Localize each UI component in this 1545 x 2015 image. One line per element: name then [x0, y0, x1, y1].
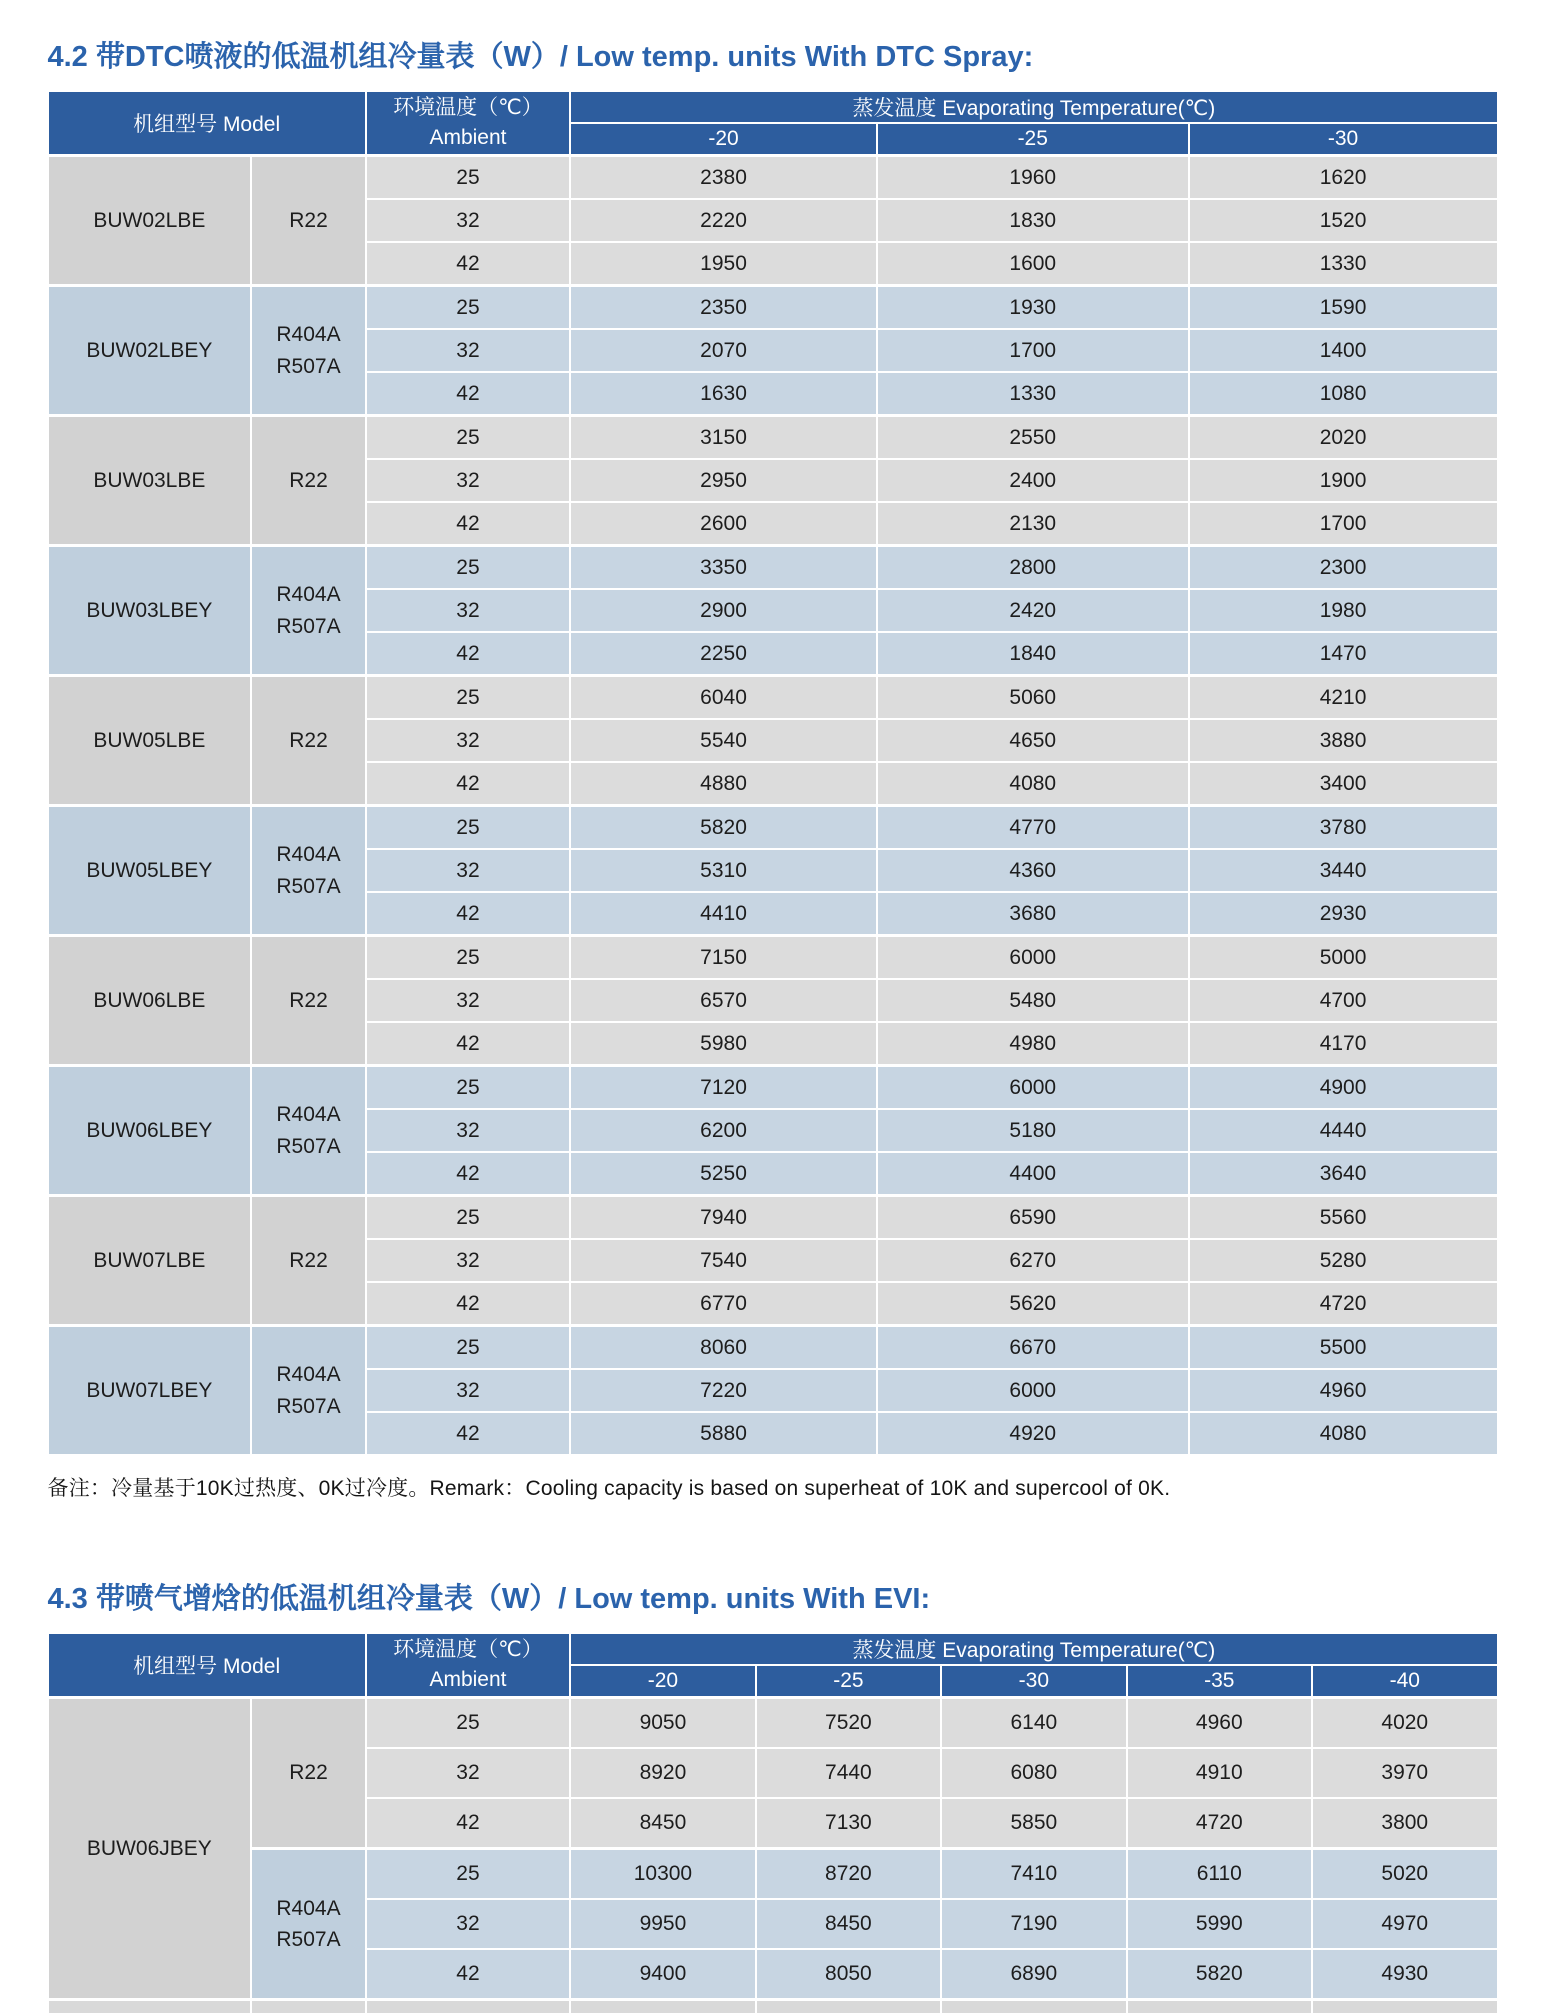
capacity-value-cell: 8060 — [570, 1326, 877, 1370]
ambient-value-cell: 42 — [366, 502, 570, 546]
refrigerant-label: R22 — [289, 468, 328, 492]
cutoff-cell — [1312, 2000, 1497, 2015]
capacity-value-cell: 3800 — [1312, 1798, 1497, 1849]
capacity-value-cell: 4080 — [1189, 1412, 1498, 1455]
capacity-value-cell: 6110 — [1127, 1849, 1312, 1900]
ambient-value-cell: 25 — [366, 936, 570, 980]
table-header — [48, 91, 1498, 156]
evap-temp-column-header: -40 — [1312, 1665, 1497, 1698]
evap-temp-column-header: -35 — [1127, 1665, 1312, 1698]
ambient-label-en: Ambient — [429, 126, 507, 149]
table-body — [48, 156, 1498, 1456]
capacity-value-cell: 4210 — [1189, 676, 1498, 720]
refrigerant-label: R507A — [276, 614, 341, 638]
ambient-value-cell: 42 — [366, 1282, 570, 1326]
evap-temp-column-header: -30 — [1189, 123, 1498, 156]
capacity-value-cell: 1700 — [1189, 502, 1498, 546]
capacity-value-cell: 4920 — [877, 1412, 1189, 1455]
refrigerant-label: R404A — [276, 323, 341, 346]
capacity-value-cell: 4400 — [877, 1152, 1189, 1196]
ambient-value-cell: 42 — [366, 1949, 570, 2000]
capacity-value-cell: 10300 — [570, 1849, 755, 1900]
refrigerant-cell — [251, 1698, 366, 1849]
model-cell: BUW02LBEY — [48, 286, 252, 416]
model-cell: BUW02LBE — [48, 156, 252, 286]
refrigerant-label: R507A — [276, 1394, 341, 1418]
cutoff-cell — [1127, 2000, 1312, 2015]
capacity-value-cell: 5820 — [1127, 1949, 1312, 2000]
refrigerant-label: R404A — [276, 583, 341, 606]
capacity-value-cell: 4960 — [1189, 1369, 1498, 1412]
model-cell: BUW07LBE — [48, 1196, 252, 1326]
refrigerant-cell — [251, 1849, 366, 2000]
cutoff-cell — [251, 2000, 366, 2015]
capacity-value-cell: 1330 — [877, 372, 1189, 416]
capacity-value-cell: 3150 — [570, 416, 877, 460]
capacity-value-cell: 1400 — [1189, 329, 1498, 372]
cutoff-row — [48, 2000, 1498, 2015]
capacity-value-cell: 1900 — [1189, 459, 1498, 502]
catalog-page — [47, 0, 1499, 2015]
capacity-value-cell: 6040 — [570, 676, 877, 720]
evaporating-temperature-header: 蒸发温度 Evaporating Temperature(℃) — [570, 1633, 1497, 1665]
capacity-value-cell: 5850 — [941, 1798, 1126, 1849]
capacity-value-cell: 5540 — [570, 719, 877, 762]
capacity-value-cell: 6000 — [877, 1066, 1189, 1110]
model-column-header: 机组型号 Model — [48, 1633, 366, 1698]
capacity-value-cell: 3780 — [1189, 806, 1498, 850]
capacity-value-cell: 1590 — [1189, 286, 1498, 330]
capacity-value-cell: 7520 — [756, 1698, 941, 1749]
capacity-value-cell: 1470 — [1189, 632, 1498, 676]
evi-capacity-table — [47, 1632, 1499, 2015]
capacity-value-cell: 5620 — [877, 1282, 1189, 1326]
table-row — [48, 546, 1498, 590]
capacity-value-cell: 4170 — [1189, 1022, 1498, 1066]
capacity-value-cell: 6200 — [570, 1109, 877, 1152]
ambient-column-header — [366, 1633, 570, 1698]
capacity-value-cell: 4360 — [877, 849, 1189, 892]
refrigerant-label: R22 — [289, 988, 328, 1012]
table-row — [48, 1326, 1498, 1370]
ambient-value-cell: 25 — [366, 286, 570, 330]
refrigerant-label: R404A — [276, 1103, 341, 1126]
capacity-value-cell: 5310 — [570, 849, 877, 892]
ambient-value-cell: 32 — [366, 719, 570, 762]
ambient-label-cn: 环境温度（℃） — [393, 1637, 543, 1661]
capacity-value-cell: 7940 — [570, 1196, 877, 1240]
capacity-value-cell: 2350 — [570, 286, 877, 330]
evaporating-temperature-header: 蒸发温度 Evaporating Temperature(℃) — [570, 91, 1497, 123]
ambient-value-cell: 25 — [366, 156, 570, 200]
ambient-value-cell: 25 — [366, 416, 570, 460]
table-row — [48, 1849, 1498, 1900]
refrigerant-cell — [251, 416, 366, 546]
capacity-value-cell: 5500 — [1189, 1326, 1498, 1370]
ambient-value-cell: 25 — [366, 806, 570, 850]
capacity-value-cell: 7220 — [570, 1369, 877, 1412]
ambient-value-cell: 25 — [366, 1849, 570, 1900]
capacity-value-cell: 9050 — [570, 1698, 755, 1749]
capacity-value-cell: 1620 — [1189, 156, 1498, 200]
section-4-3-title: 4.3 带喷气增焓的低温机组冷量表（W）/ Low temp. units With EVI: — [47, 1583, 931, 1615]
header-row-1 — [48, 91, 1498, 123]
refrigerant-label: R22 — [289, 728, 328, 752]
ambient-value-cell: 32 — [366, 1748, 570, 1798]
cutoff-cell — [366, 2000, 570, 2015]
model-cell: BUW06JBEY — [48, 1698, 252, 2000]
capacity-value-cell: 6570 — [570, 979, 877, 1022]
capacity-value-cell: 6080 — [941, 1748, 1126, 1798]
table-row — [48, 286, 1498, 330]
remark-note: 备注：冷量基于10K过热度、0K过冷度。Remark：Cooling capacity is based on superheat of 10K and supercool of 0K. — [47, 1477, 1171, 1500]
capacity-value-cell: 7190 — [941, 1899, 1126, 1949]
capacity-value-cell: 3350 — [570, 546, 877, 590]
evap-temp-column-header: -30 — [941, 1665, 1126, 1698]
refrigerant-cell — [251, 1196, 366, 1326]
ambient-label-en: Ambient — [429, 1668, 507, 1691]
capacity-value-cell: 2930 — [1189, 892, 1498, 936]
refrigerant-cell — [251, 676, 366, 806]
model-cell: BUW07LBEY — [48, 1326, 252, 1456]
capacity-value-cell: 4020 — [1312, 1698, 1497, 1749]
capacity-value-cell: 1080 — [1189, 372, 1498, 416]
capacity-value-cell: 1930 — [877, 286, 1189, 330]
capacity-value-cell: 1630 — [570, 372, 877, 416]
table-row — [48, 1196, 1498, 1240]
model-cell: BUW03LBE — [48, 416, 252, 546]
evap-temp-column-header: -25 — [756, 1665, 941, 1698]
table-row — [48, 676, 1498, 720]
table-body — [48, 1698, 1498, 2015]
capacity-value-cell: 2020 — [1189, 416, 1498, 460]
ambient-value-cell: 25 — [366, 1066, 570, 1110]
capacity-value-cell: 9950 — [570, 1899, 755, 1949]
capacity-value-cell: 3440 — [1189, 849, 1498, 892]
capacity-value-cell: 5250 — [570, 1152, 877, 1196]
refrigerant-label: R22 — [289, 1248, 328, 1272]
capacity-value-cell: 1840 — [877, 632, 1189, 676]
capacity-value-cell: 8050 — [756, 1949, 941, 2000]
ambient-value-cell: 32 — [366, 979, 570, 1022]
table-row — [48, 416, 1498, 460]
capacity-value-cell: 2380 — [570, 156, 877, 200]
ambient-value-cell: 32 — [366, 1109, 570, 1152]
ambient-column-header — [366, 91, 570, 156]
capacity-value-cell: 5060 — [877, 676, 1189, 720]
table-row — [48, 806, 1498, 850]
capacity-value-cell: 6270 — [877, 1239, 1189, 1282]
model-cell: BUW06LBE — [48, 936, 252, 1066]
capacity-value-cell: 1830 — [877, 199, 1189, 242]
capacity-value-cell: 4910 — [1127, 1748, 1312, 1798]
capacity-value-cell: 4880 — [570, 762, 877, 806]
section-gap — [47, 1502, 1499, 1576]
capacity-value-cell: 4930 — [1312, 1949, 1497, 2000]
capacity-value-cell: 2900 — [570, 589, 877, 632]
capacity-value-cell: 4970 — [1312, 1899, 1497, 1949]
evap-temp-column-header: -20 — [570, 1665, 755, 1698]
capacity-value-cell: 4700 — [1189, 979, 1498, 1022]
table-row — [48, 936, 1498, 980]
capacity-value-cell: 3970 — [1312, 1748, 1497, 1798]
ambient-value-cell: 32 — [366, 589, 570, 632]
capacity-value-cell: 5980 — [570, 1022, 877, 1066]
ambient-value-cell: 32 — [366, 459, 570, 502]
capacity-value-cell: 2800 — [877, 546, 1189, 590]
ambient-value-cell: 32 — [366, 1239, 570, 1282]
refrigerant-label: R507A — [276, 874, 341, 898]
capacity-value-cell: 7120 — [570, 1066, 877, 1110]
capacity-value-cell: 4900 — [1189, 1066, 1498, 1110]
capacity-value-cell: 4410 — [570, 892, 877, 936]
ambient-value-cell: 42 — [366, 242, 570, 286]
capacity-value-cell: 4960 — [1127, 1698, 1312, 1749]
capacity-value-cell: 6670 — [877, 1326, 1189, 1370]
cutoff-cell — [756, 2000, 941, 2015]
ambient-value-cell: 32 — [366, 849, 570, 892]
section-4-2-title: 4.2 带DTC喷液的低温机组冷量表（W）/ Low temp. units With DTC Spray: — [47, 41, 1034, 73]
refrigerant-cell — [251, 156, 366, 286]
ambient-value-cell: 32 — [366, 199, 570, 242]
capacity-value-cell: 3400 — [1189, 762, 1498, 806]
ambient-value-cell: 32 — [366, 1899, 570, 1949]
capacity-value-cell: 1960 — [877, 156, 1189, 200]
capacity-value-cell: 6140 — [941, 1698, 1126, 1749]
capacity-value-cell: 7150 — [570, 936, 877, 980]
refrigerant-label: R507A — [276, 1134, 341, 1158]
refrigerant-cell — [251, 546, 366, 676]
capacity-value-cell: 1700 — [877, 329, 1189, 372]
model-cell: BUW06LBEY — [48, 1066, 252, 1196]
table-header — [48, 1633, 1498, 1698]
refrigerant-cell — [251, 936, 366, 1066]
table-row — [48, 156, 1498, 200]
capacity-value-cell: 3640 — [1189, 1152, 1498, 1196]
ambient-value-cell: 42 — [366, 762, 570, 806]
capacity-value-cell: 1950 — [570, 242, 877, 286]
capacity-value-cell: 4650 — [877, 719, 1189, 762]
capacity-value-cell: 6000 — [877, 1369, 1189, 1412]
capacity-value-cell: 4770 — [877, 806, 1189, 850]
capacity-value-cell: 2420 — [877, 589, 1189, 632]
capacity-value-cell: 8920 — [570, 1748, 755, 1798]
capacity-value-cell: 5560 — [1189, 1196, 1498, 1240]
capacity-value-cell: 4080 — [877, 762, 1189, 806]
cutoff-cell — [570, 2000, 755, 2015]
ambient-value-cell: 25 — [366, 1196, 570, 1240]
ambient-label-cn: 环境温度（℃） — [393, 95, 543, 119]
capacity-value-cell: 2400 — [877, 459, 1189, 502]
ambient-value-cell: 25 — [366, 676, 570, 720]
refrigerant-label: R507A — [276, 1928, 341, 1951]
refrigerant-label: R507A — [276, 354, 341, 378]
capacity-value-cell: 7440 — [756, 1748, 941, 1798]
capacity-value-cell: 6890 — [941, 1949, 1126, 2000]
capacity-value-cell: 6770 — [570, 1282, 877, 1326]
capacity-value-cell: 2250 — [570, 632, 877, 676]
evap-temp-column-header: -20 — [570, 123, 877, 156]
ambient-value-cell: 42 — [366, 1152, 570, 1196]
ambient-value-cell: 42 — [366, 1798, 570, 1849]
refrigerant-label: R404A — [276, 1363, 341, 1386]
capacity-value-cell: 1520 — [1189, 199, 1498, 242]
capacity-value-cell: 6000 — [877, 936, 1189, 980]
ambient-value-cell: 42 — [366, 892, 570, 936]
capacity-value-cell: 2070 — [570, 329, 877, 372]
ambient-value-cell: 25 — [366, 1326, 570, 1370]
capacity-value-cell: 5280 — [1189, 1239, 1498, 1282]
capacity-value-cell: 5820 — [570, 806, 877, 850]
capacity-value-cell: 4720 — [1127, 1798, 1312, 1849]
capacity-value-cell: 7130 — [756, 1798, 941, 1849]
capacity-value-cell: 7410 — [941, 1849, 1126, 1900]
cutoff-cell — [941, 2000, 1126, 2015]
capacity-value-cell: 7540 — [570, 1239, 877, 1282]
model-cell: BUW05LBE — [48, 676, 252, 806]
ambient-value-cell: 25 — [366, 546, 570, 590]
capacity-value-cell: 1600 — [877, 242, 1189, 286]
capacity-value-cell: 6590 — [877, 1196, 1189, 1240]
header-row-1 — [48, 1633, 1498, 1665]
capacity-value-cell: 2130 — [877, 502, 1189, 546]
model-column-header: 机组型号 Model — [48, 91, 366, 156]
cutoff-cell — [48, 2000, 252, 2015]
ambient-value-cell: 42 — [366, 1022, 570, 1066]
capacity-value-cell: 1980 — [1189, 589, 1498, 632]
capacity-value-cell: 5480 — [877, 979, 1189, 1022]
refrigerant-label: R22 — [289, 208, 328, 232]
refrigerant-cell — [251, 1066, 366, 1196]
capacity-value-cell: 4980 — [877, 1022, 1189, 1066]
capacity-value-cell: 2950 — [570, 459, 877, 502]
dtc-spray-capacity-table — [47, 90, 1499, 1456]
ambient-value-cell: 32 — [366, 329, 570, 372]
capacity-value-cell: 2300 — [1189, 546, 1498, 590]
capacity-value-cell: 5000 — [1189, 936, 1498, 980]
capacity-value-cell: 8450 — [570, 1798, 755, 1849]
capacity-value-cell: 4720 — [1189, 1282, 1498, 1326]
refrigerant-cell — [251, 286, 366, 416]
model-cell: BUW05LBEY — [48, 806, 252, 936]
evap-temp-column-header: -25 — [877, 123, 1189, 156]
table-row — [48, 1066, 1498, 1110]
capacity-value-cell: 3880 — [1189, 719, 1498, 762]
capacity-value-cell: 1330 — [1189, 242, 1498, 286]
capacity-value-cell: 5180 — [877, 1109, 1189, 1152]
capacity-value-cell: 2550 — [877, 416, 1189, 460]
capacity-value-cell: 5880 — [570, 1412, 877, 1455]
capacity-value-cell: 2600 — [570, 502, 877, 546]
ambient-value-cell: 42 — [366, 1412, 570, 1455]
table-row — [48, 1698, 1498, 1749]
capacity-value-cell: 9400 — [570, 1949, 755, 2000]
capacity-value-cell: 5020 — [1312, 1849, 1497, 1900]
capacity-value-cell: 4440 — [1189, 1109, 1498, 1152]
refrigerant-label: R404A — [276, 843, 341, 866]
ambient-value-cell: 42 — [366, 632, 570, 676]
model-cell: BUW03LBEY — [48, 546, 252, 676]
refrigerant-label: R22 — [289, 1761, 328, 1785]
ambient-value-cell: 25 — [366, 1698, 570, 1749]
refrigerant-label: R404A — [276, 1896, 341, 1920]
capacity-value-cell: 2220 — [570, 199, 877, 242]
ambient-value-cell: 32 — [366, 1369, 570, 1412]
refrigerant-cell — [251, 806, 366, 936]
capacity-value-cell: 3680 — [877, 892, 1189, 936]
capacity-value-cell: 8450 — [756, 1899, 941, 1949]
capacity-value-cell: 5990 — [1127, 1899, 1312, 1949]
ambient-value-cell: 42 — [366, 372, 570, 416]
refrigerant-cell — [251, 1326, 366, 1456]
capacity-value-cell: 8720 — [756, 1849, 941, 1900]
